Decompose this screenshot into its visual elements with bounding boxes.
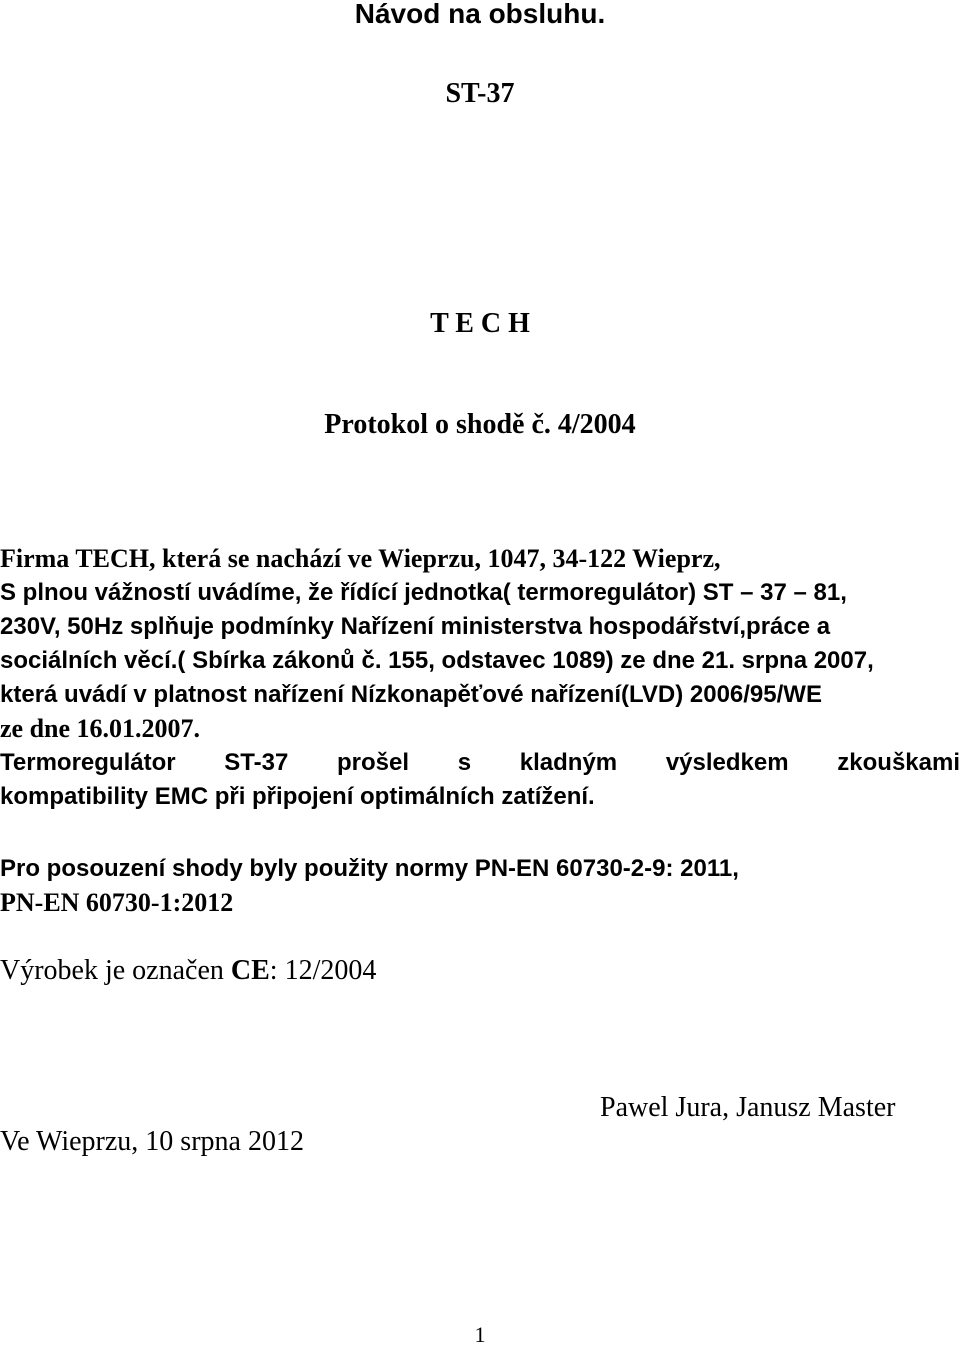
declaration-line: Firma TECH, která se nachází ve Wieprzu, 1047, 34-122 Wieprz,	[0, 544, 721, 573]
declaration-paragraph	[0, 542, 960, 814]
company-heading: T E C H	[430, 308, 530, 339]
ce-mark: CE	[230, 955, 270, 986]
declaration-line: sociálních věcí.( Sbírka zákonů č. 155, odstavec 1089) ze dne 21. srpna 2007,	[0, 647, 874, 674]
declaration-line: ze dne 16.01.2007.	[0, 714, 201, 743]
declaration-line: která uvádí v platnost nařízení Nízkonapěťové nařízení(LVD) 2006/95/WE	[0, 681, 822, 708]
document-title: Návod na obsluhu.	[354, 0, 606, 29]
declaration-line: 230V, 50Hz splňuje podmínky Nařízení ministerstva hospodářství,práce a	[0, 613, 831, 640]
place-date: Ve Wieprzu, 10 srpna 2012	[0, 1126, 304, 1157]
standards-line: PN-EN 60730-1:2012	[0, 888, 234, 917]
standards-line: Pro posouzení shody byly použity normy PN-EN 60730-2-9: 2011,	[0, 855, 739, 882]
protocol-heading: Protokol o shodě č. 4/2004	[324, 409, 636, 440]
model-heading: ST-37	[445, 78, 515, 109]
ce-marking-prefix: Výrobek je označen	[0, 955, 231, 986]
signatories: Pawel Jura, Janusz Master	[600, 1092, 896, 1123]
declaration-line: kompatibility EMC při připojení optimálních zatížení.	[0, 783, 595, 810]
ce-marking-date: : 12/2004	[269, 955, 377, 986]
standards-paragraph	[0, 852, 960, 920]
declaration-line: S plnou vážností uvádíme, že řídící jednotka( termoregulátor) ST – 37 – 81,	[0, 579, 847, 606]
declaration-line: Termoregulátor ST-37 prošel s kladným výsledkem zkouškami	[0, 749, 960, 776]
ce-marking-line	[0, 953, 376, 989]
page-number: 1	[474, 1322, 486, 1347]
